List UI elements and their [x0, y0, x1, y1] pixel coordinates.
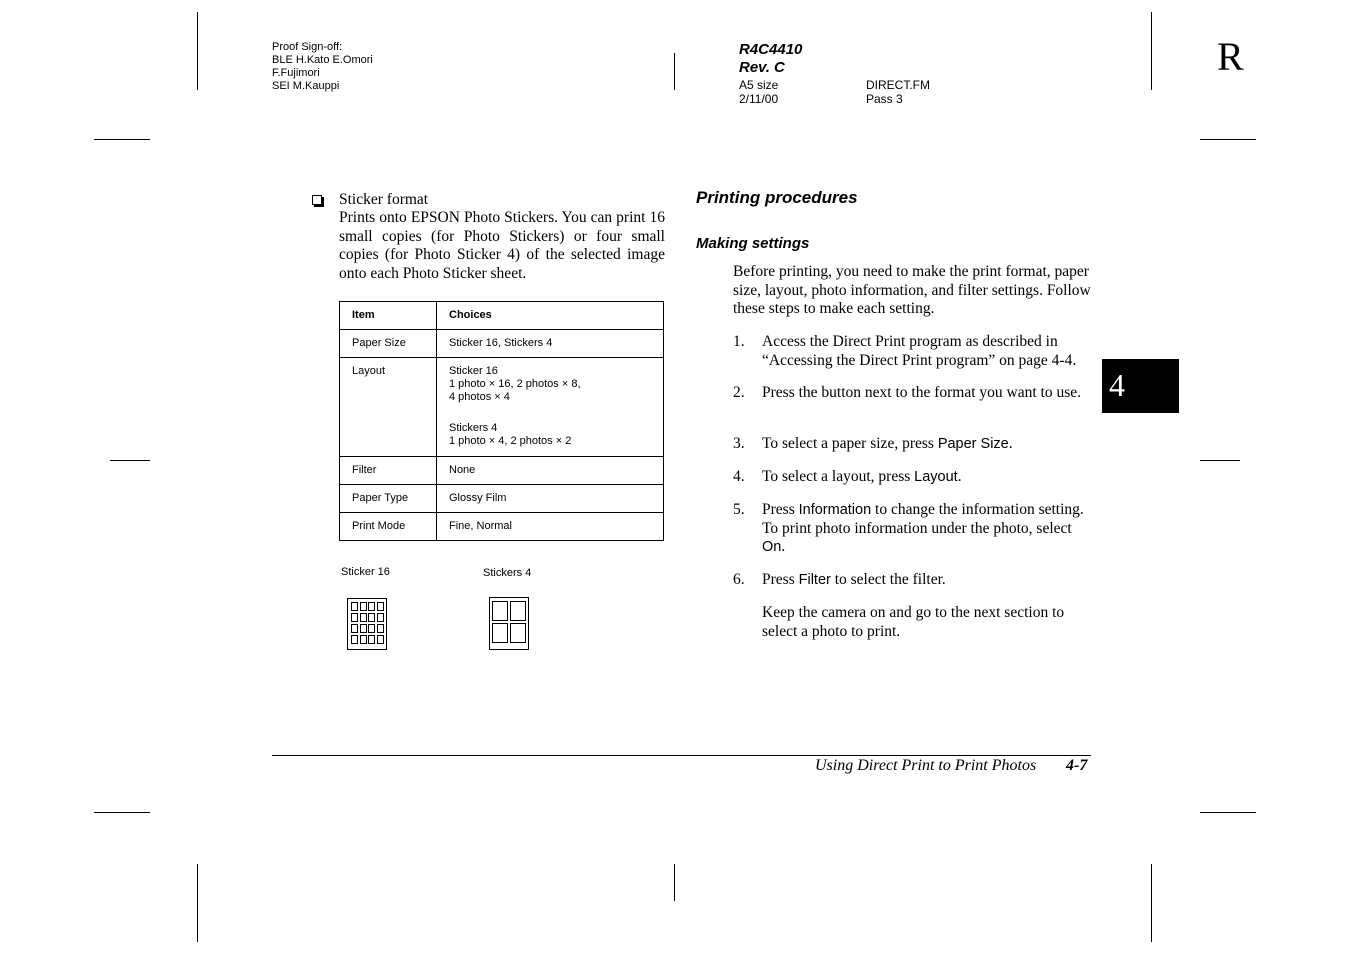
- stickers4-caption: Stickers 4: [483, 567, 532, 579]
- step-text: To select a layout, press Layout.: [762, 468, 962, 485]
- doc-file: DIRECT.FM: [866, 78, 930, 92]
- step-text: Press the button next to the format you want to use.: [762, 384, 1081, 401]
- crop-mark: [1200, 812, 1256, 813]
- proof-line: Proof Sign-off:: [272, 41, 343, 53]
- step-text: Press Information to change the information setting. To print photo information under the photo, select On.: [762, 501, 1084, 556]
- sticker-cell: [360, 613, 367, 622]
- sticker-cell: [351, 635, 358, 644]
- table-header-choices: Choices: [437, 302, 664, 330]
- table-row: [340, 513, 664, 541]
- layout-line: 4 photos × 4: [449, 390, 510, 403]
- subsection-heading: Making settings: [696, 235, 810, 252]
- table-row: [340, 330, 664, 358]
- crop-mark: [674, 53, 675, 90]
- sticker-settings-table: [339, 301, 664, 541]
- sticker-cell: [351, 624, 358, 633]
- table-cell-item: Layout: [340, 358, 437, 457]
- step-number: 3.: [733, 435, 745, 452]
- step-number: 6.: [733, 571, 745, 588]
- table-cell-item: Paper Size: [340, 330, 437, 358]
- crop-mark: [197, 864, 198, 942]
- sticker-cell: [377, 613, 384, 622]
- layout-line: Stickers 4: [449, 422, 498, 435]
- ui-label-on: On: [762, 539, 782, 556]
- sticker-cell: [377, 602, 384, 611]
- bullet-checkbox-icon: [312, 195, 322, 205]
- proof-line: F.Fujimori: [272, 67, 320, 79]
- table-header-item: Item: [340, 302, 437, 330]
- sticker-cell: [368, 602, 375, 611]
- crop-mark: [1151, 864, 1152, 942]
- crop-mark: [110, 460, 150, 461]
- step-text: Press Filter to select the filter.: [762, 571, 946, 588]
- ui-label-paper-size: Paper Size: [937, 436, 1009, 452]
- table-cell-item: Paper Type: [340, 485, 437, 513]
- step-number: 1.: [733, 333, 745, 350]
- crop-mark: [1200, 460, 1240, 461]
- table-cell-choice: Glossy Film: [437, 485, 664, 513]
- chapter-number: 4: [1109, 367, 1125, 403]
- proof-signoff: [272, 41, 373, 93]
- table-cell-item: Filter: [340, 457, 437, 485]
- stickers4-sheet-icon: [489, 597, 529, 650]
- sticker-cell: [360, 624, 367, 633]
- proof-line: BLE H.Kato E.Omori: [272, 54, 373, 66]
- sticker-cell: [360, 635, 367, 644]
- running-footer: Using Direct Print to Print Photos: [815, 757, 1037, 774]
- table-cell-choice: Sticker 16, Stickers 4: [437, 330, 664, 358]
- sticker-cell: [368, 624, 375, 633]
- doc-revision: Rev. C: [739, 59, 785, 76]
- sticker-cell: [360, 602, 367, 611]
- crop-mark: [1151, 12, 1152, 90]
- doc-date: 2/11/00: [739, 92, 779, 106]
- sticker16-sheet-icon: [347, 598, 387, 650]
- closing-paragraph: Keep the camera on and go to the next section to select a photo to print.: [762, 604, 1065, 640]
- sticker-cell: [377, 624, 384, 633]
- proof-line: SEI M.Kauppi: [272, 80, 340, 92]
- sticker-cell: [368, 613, 375, 622]
- table-header-row: [340, 302, 664, 330]
- section-heading: Printing procedures: [696, 188, 858, 207]
- sticker16-caption: Sticker 16: [341, 566, 390, 578]
- sticker-format-description: Prints onto EPSON Photo Stickers. You can print 16 small copies (for Photo Stickers) or four small copies (for Photo Sticker 4) of the selected image onto each Photo Sticker sheet.: [339, 209, 665, 282]
- doc-code: R4C4410: [739, 41, 803, 58]
- crop-mark: [1200, 139, 1256, 140]
- crop-mark: [94, 812, 150, 813]
- step-text: Access the Direct Print program as described in “Accessing the Direct Print program” on page 4-4.: [762, 333, 1077, 369]
- document-id: [739, 41, 802, 77]
- footer-rule: [272, 755, 1091, 756]
- crop-mark: [674, 864, 675, 901]
- layout-line: 1 photo × 4, 2 photos × 2: [449, 435, 572, 448]
- crop-mark: [94, 139, 150, 140]
- doc-size-date: [739, 78, 778, 106]
- layout-line: Sticker 16: [449, 365, 498, 377]
- ui-label-information: Information: [798, 502, 872, 518]
- table-cell-choice: [437, 358, 664, 457]
- step-number: 4.: [733, 468, 745, 485]
- doc-file-pass: [866, 78, 930, 106]
- page-number: 4-7: [1066, 757, 1088, 774]
- doc-pass: Pass 3: [866, 92, 903, 106]
- sticker-format-title: Sticker format: [339, 191, 429, 208]
- ui-label-filter: Filter: [798, 572, 831, 588]
- step-number: 5.: [733, 501, 745, 518]
- ui-label-layout: Layout: [914, 469, 958, 485]
- intro-paragraph: Before printing, you need to make the print format, paper size, layout, photo information, and filter settings. Follow these steps to make each setting.: [733, 263, 1091, 318]
- sticker-cell: [377, 635, 384, 644]
- layout-line: 1 photo × 16, 2 photos × 8,: [449, 377, 581, 390]
- table-cell-choice: None: [437, 457, 664, 485]
- step-number: 2.: [733, 384, 745, 401]
- sticker-cell: [351, 613, 358, 622]
- step-text: To select a paper size, press Paper Size.: [762, 435, 1013, 452]
- corner-mark: R: [1217, 34, 1244, 79]
- sticker-cell: [368, 635, 375, 644]
- table-row: [340, 457, 664, 485]
- table-cell-item: Print Mode: [340, 513, 437, 541]
- table-row: [340, 358, 664, 457]
- sticker-cell: [351, 602, 358, 611]
- crop-mark: [197, 12, 198, 90]
- table-cell-choice: Fine, Normal: [437, 513, 664, 541]
- chapter-tab: [1102, 359, 1179, 413]
- doc-size: A5 size: [739, 78, 779, 92]
- table-row: [340, 485, 664, 513]
